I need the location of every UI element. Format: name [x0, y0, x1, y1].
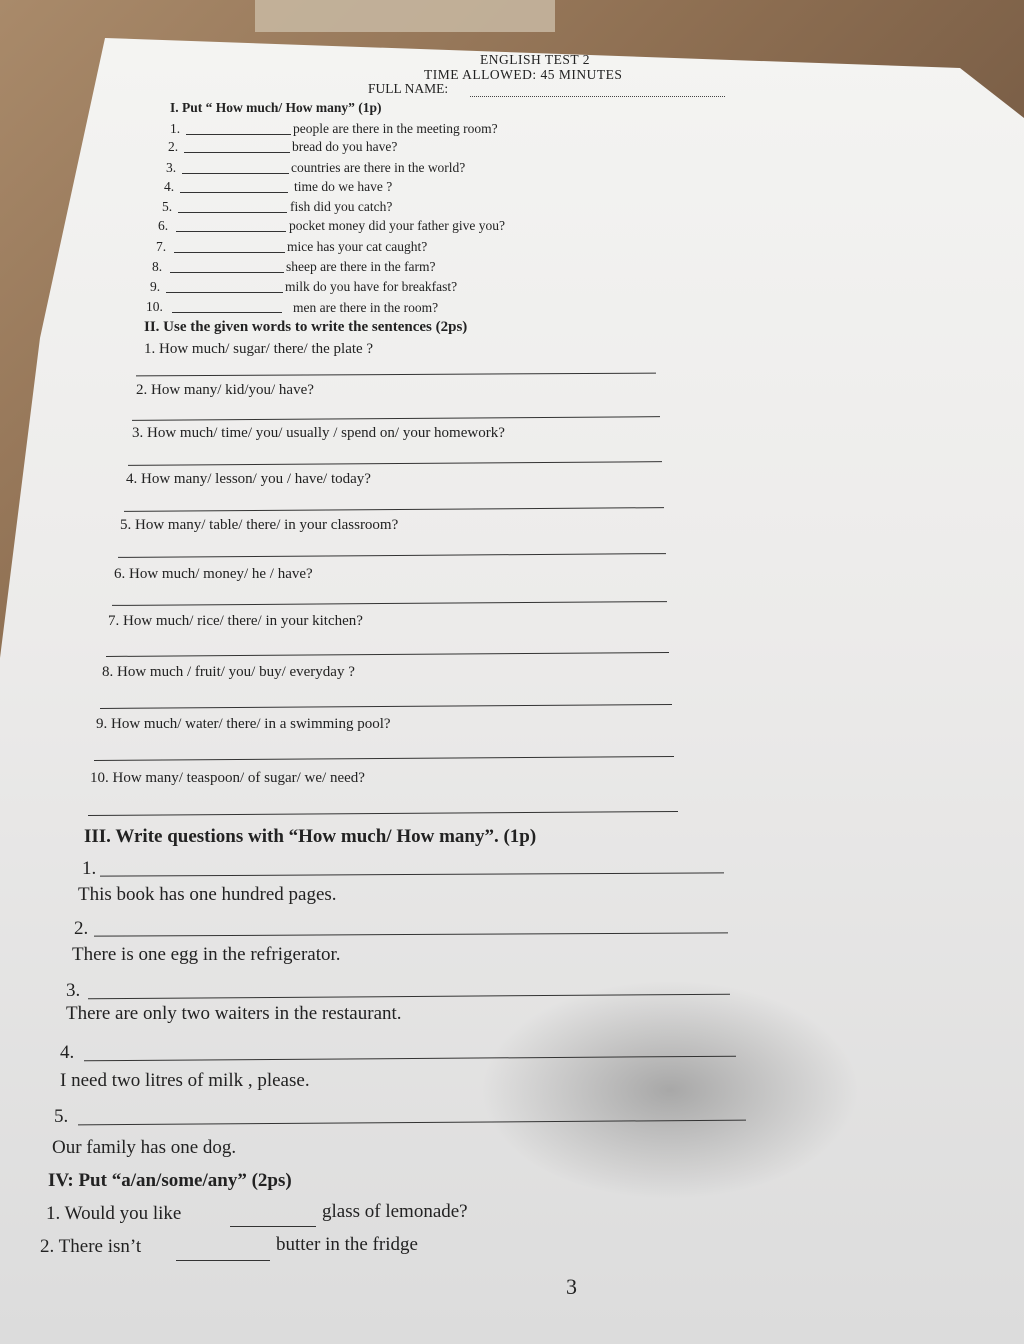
- s4-item1-after: glass of lemonade?: [322, 1201, 468, 1222]
- s4-item2-blank[interactable]: [176, 1260, 270, 1261]
- s4-item1-before: 1. Would you like: [46, 1203, 182, 1224]
- s2-item: 6. How much/ money/ he / have?: [114, 566, 313, 582]
- s3-answer: I need two litres of milk , please.: [60, 1070, 310, 1091]
- s3-num: 2.: [74, 918, 89, 939]
- s1-text: time do we have ?: [294, 179, 393, 194]
- s2-item: 3. How much/ time/ you/ usually / spend on/ your homework?: [132, 425, 505, 441]
- full-name-label: FULL NAME:: [368, 81, 449, 96]
- s1-num: 2.: [168, 139, 179, 154]
- s1-num: 6.: [158, 218, 169, 233]
- s1-blank[interactable]: [170, 272, 284, 273]
- section3-heading: III. Write questions with “How much/ How many”. (1p): [84, 826, 537, 847]
- s2-item: 1. How much/ sugar/ there/ the plate ?: [144, 341, 374, 357]
- s1-num: 10.: [146, 299, 163, 314]
- s1-text: sheep are there in the farm?: [286, 259, 436, 274]
- s3-answer: There are only two waiters in the restaurant.: [66, 1003, 402, 1024]
- s2-item: 9. How much/ water/ there/ in a swimming pool?: [96, 716, 391, 732]
- tape-strip: [255, 0, 555, 32]
- s1-blank[interactable]: [184, 152, 290, 153]
- s1-blank[interactable]: [182, 173, 289, 174]
- s2-item: 10. How many/ teaspoon/ of sugar/ we/ need?: [90, 770, 365, 786]
- s2-item: 8. How much / fruit/ you/ buy/ everyday ?: [102, 664, 355, 680]
- s3-num: 1.: [82, 858, 97, 879]
- s1-text: fish did you catch?: [290, 199, 393, 214]
- s1-text: mice has your cat caught?: [287, 239, 428, 254]
- s1-blank[interactable]: [176, 231, 286, 232]
- s1-text: bread do you have?: [292, 139, 398, 154]
- s1-num: 1.: [170, 121, 181, 136]
- s1-blank[interactable]: [186, 134, 291, 135]
- section2-heading: II. Use the given words to write the sentences (2ps): [144, 319, 468, 335]
- s1-text: pocket money did your father give you?: [289, 218, 505, 233]
- s3-answer: There is one egg in the refrigerator.: [72, 944, 341, 965]
- s3-answer: Our family has one dog.: [52, 1137, 237, 1158]
- s1-num: 3.: [166, 160, 177, 175]
- s1-text: men are there in the room?: [293, 300, 439, 315]
- s1-blank[interactable]: [180, 192, 288, 193]
- s1-num: 8.: [152, 259, 163, 274]
- s4-item2-before: 2. There isn’t: [40, 1236, 142, 1257]
- full-name-line[interactable]: [470, 96, 725, 97]
- s1-num: 9.: [150, 279, 161, 294]
- s1-text: countries are there in the world?: [291, 160, 466, 175]
- s1-num: 5.: [162, 199, 173, 214]
- time-allowed: TIME ALLOWED: 45 MINUTES: [424, 67, 623, 82]
- s1-text: milk do you have for breakfast?: [285, 279, 458, 294]
- s3-num: 5.: [54, 1106, 69, 1127]
- s1-num: 4.: [164, 179, 175, 194]
- section1-heading: I. Put “ How much/ How many” (1p): [170, 100, 382, 115]
- s1-num: 7.: [156, 239, 167, 254]
- s1-blank[interactable]: [174, 252, 285, 253]
- s1-blank[interactable]: [166, 292, 283, 293]
- s1-text: people are there in the meeting room?: [293, 121, 498, 136]
- s2-item: 4. How many/ lesson/ you / have/ today?: [126, 471, 371, 487]
- s3-num: 3.: [66, 980, 81, 1001]
- s3-answer: This book has one hundred pages.: [78, 884, 337, 905]
- s1-blank[interactable]: [178, 212, 287, 213]
- s4-item1-blank[interactable]: [230, 1226, 316, 1227]
- s2-item: 5. How many/ table/ there/ in your classroom?: [120, 517, 399, 533]
- test-title: ENGLISH TEST 2: [480, 52, 591, 67]
- page-number: 3: [566, 1274, 577, 1299]
- s4-item2-after: butter in the fridge: [276, 1234, 418, 1255]
- s1-blank[interactable]: [172, 312, 282, 313]
- s2-item: 7. How much/ rice/ there/ in your kitchen?: [108, 613, 363, 629]
- section4-heading: IV: Put “a/an/some/any” (2ps): [48, 1170, 292, 1191]
- s2-item: 2. How many/ kid/you/ have?: [136, 382, 314, 398]
- hand-shadow: [480, 980, 860, 1200]
- s3-num: 4.: [60, 1042, 75, 1063]
